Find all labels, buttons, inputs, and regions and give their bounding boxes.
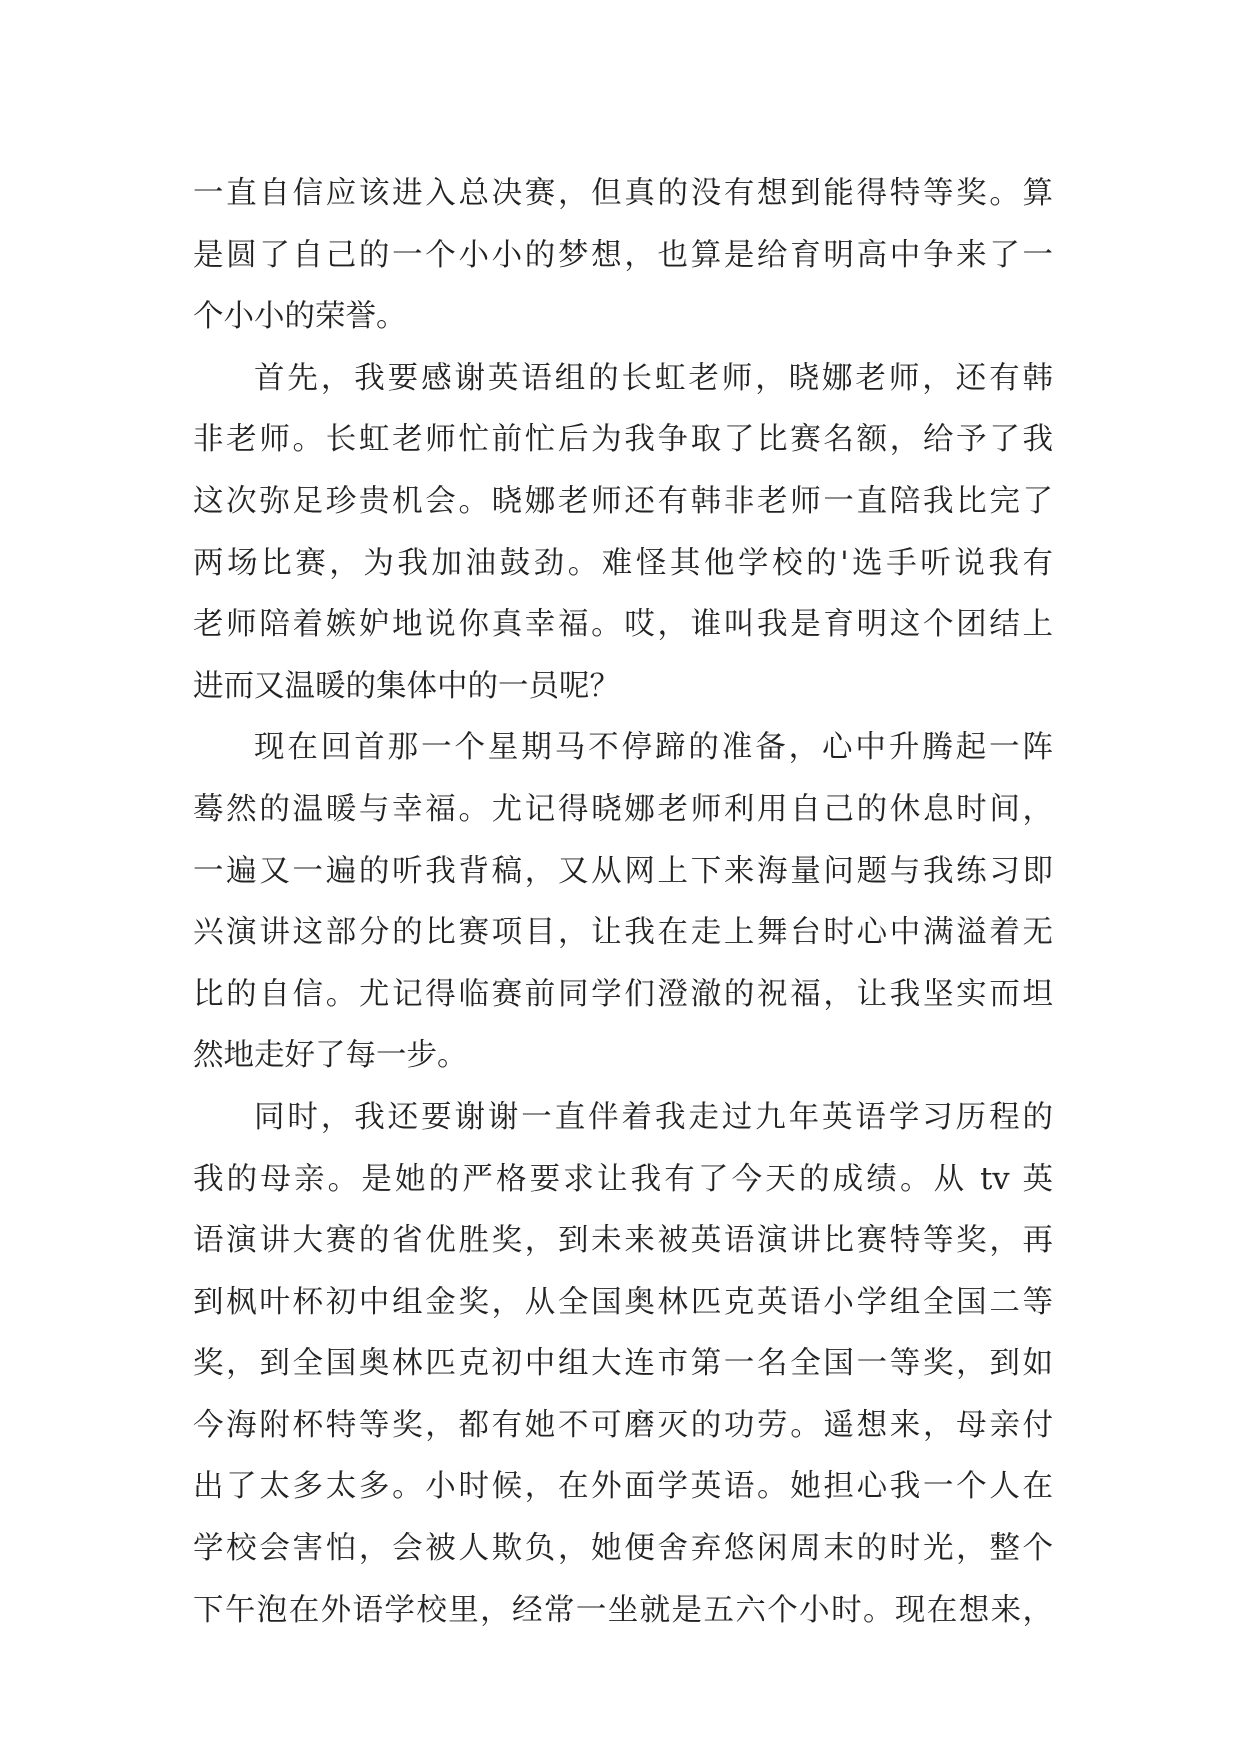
text-line: 这次弥足珍贵机会。晓娜老师还有韩非老师一直陪我比完了 [193, 483, 1053, 519]
text-line: 现在回首那一个星期马不停蹄的准备，心中升腾起一阵 [254, 730, 1053, 766]
paragraph [193, 717, 1053, 1087]
text-line: 首先，我要感谢英语组的长虹老师，晓娜老师，还有韩 [254, 360, 1053, 396]
text-line: 一直自信应该进入总决赛，但真的没有想到能得特等奖。算 [193, 176, 1053, 211]
paragraph [193, 348, 1053, 718]
paragraph [193, 1087, 1053, 1641]
text-line: 出了太多太多。小时候，在外面学英语。她担心我一个人在 [193, 1469, 1053, 1505]
text-line: 是圆了自己的一个小小的梦想，也算是给育明高中争来了一 [193, 237, 1053, 273]
text-line: 兴演讲这部分的比赛项目，让我在走上舞台时心中满溢着无 [193, 915, 1053, 951]
text-line: 学校会害怕，会被人欺负，她便舍弃悠闲周末的时光，整个 [193, 1531, 1053, 1567]
text-line: 我的母亲。是她的严格要求让我有了今天的成绩。从 tv 英 [193, 1161, 1053, 1197]
text-line: 老师陪着嫉妒地说你真幸福。哎，谁叫我是育明这个团结上 [193, 607, 1053, 643]
text-line: 到枫叶杯初中组金奖，从全国奥林匹克英语小学组全国二等 [193, 1284, 1053, 1320]
text-line: 语演讲大赛的省优胜奖，到未来被英语演讲比赛特等奖，再 [193, 1223, 1053, 1259]
text-line: 两场比赛，为我加油鼓劲。难怪其他学校的'选手听说我有 [193, 545, 1053, 581]
paragraph [193, 163, 1053, 348]
body-text [193, 163, 1053, 1641]
text-line: 非老师。长虹老师忙前忙后为我争取了比赛名额，给予了我 [193, 422, 1053, 458]
text-line: 奖，到全国奥林匹克初中组大连市第一名全国一等奖，到如 [193, 1346, 1053, 1382]
text-line: 今海附杯特等奖，都有她不可磨灭的功劳。遥想来，母亲付 [193, 1407, 1053, 1443]
text-line: 个小小的荣誉。 [193, 299, 407, 335]
text-line: 然地走好了每一步。 [193, 1038, 468, 1074]
text-line: 下午泡在外语学校里，经常一坐就是五六个小时。现在想来， [193, 1592, 1053, 1628]
text-line: 同时，我还要谢谢一直伴着我走过九年英语学习历程的 [254, 1099, 1053, 1135]
text-line: 蓦然的温暖与幸福。尤记得晓娜老师利用自己的休息时间， [193, 791, 1053, 827]
text-line: 比的自信。尤记得临赛前同学们澄澈的祝福，让我坚实而坦 [193, 976, 1053, 1012]
text-line: 一遍又一遍的听我背稿，又从网上下来海量问题与我练习即 [193, 853, 1053, 889]
text-line: 进而又温暖的集体中的一员呢？ [193, 668, 620, 704]
